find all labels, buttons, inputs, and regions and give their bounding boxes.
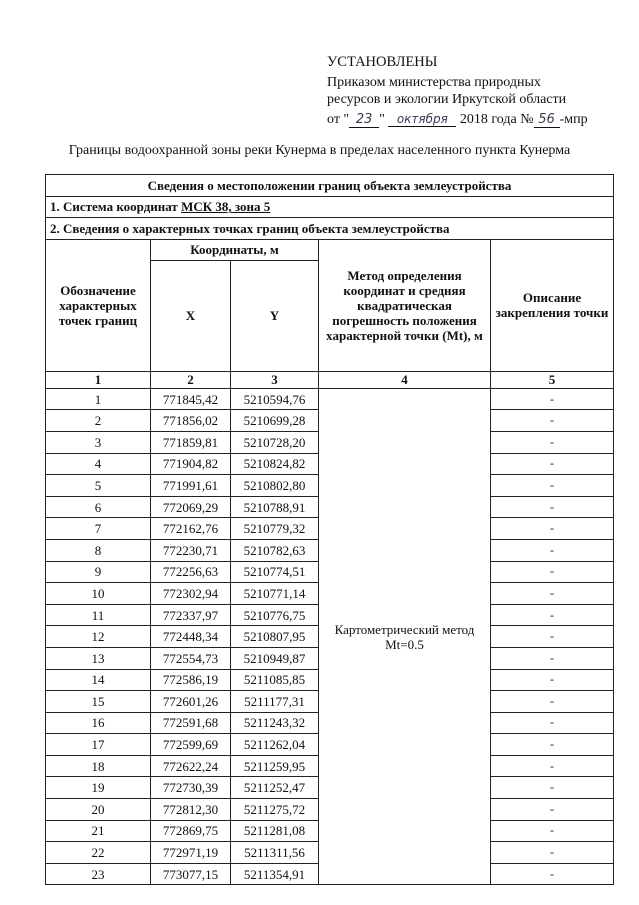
coordinate-y: 5210728,20 xyxy=(231,431,319,453)
fixing-description: - xyxy=(491,734,614,756)
point-number: 7 xyxy=(46,518,151,540)
coord-system xyxy=(46,196,614,218)
point-number: 18 xyxy=(46,755,151,777)
approval-line-2: ресурсов и экологии Иркутской области xyxy=(327,92,567,107)
section-title-row xyxy=(46,175,614,197)
method-description: Картометрический метод Mt=0.5 xyxy=(319,388,491,885)
coordinate-x: 772302,94 xyxy=(151,583,231,605)
point-number: 20 xyxy=(46,799,151,821)
coord-system-label: 1. Система координат xyxy=(50,199,178,215)
fixing-description: - xyxy=(491,604,614,626)
coordinate-y: 5211259,95 xyxy=(231,755,319,777)
coordinate-x: 772069,29 xyxy=(151,496,231,518)
coordinate-x: 772730,39 xyxy=(151,777,231,799)
point-number: 6 xyxy=(46,496,151,518)
fixing-description: - xyxy=(491,431,614,453)
point-number: 1 xyxy=(46,388,151,410)
point-number: 4 xyxy=(46,453,151,475)
coordinate-y: 5210594,76 xyxy=(231,388,319,410)
point-number: 9 xyxy=(46,561,151,583)
fixing-description: - xyxy=(491,475,614,497)
fixing-description: - xyxy=(491,453,614,475)
coordinate-y: 5210776,75 xyxy=(231,604,319,626)
header-fixing: Описание закрепления точки xyxy=(491,239,614,371)
column-number: 4 xyxy=(319,371,491,388)
point-number: 16 xyxy=(46,712,151,734)
point-number: 19 xyxy=(46,777,151,799)
coordinate-x: 771856,02 xyxy=(151,410,231,432)
header-x: X xyxy=(151,260,231,371)
point-number: 21 xyxy=(46,820,151,842)
coordinate-y: 5210802,80 xyxy=(231,475,319,497)
points-section-row xyxy=(46,218,614,240)
coordinate-x: 772599,69 xyxy=(151,734,231,756)
point-number: 14 xyxy=(46,669,151,691)
coord-system-value: МСК 38, зона 5 xyxy=(181,199,271,215)
point-number: 13 xyxy=(46,647,151,669)
coordinate-y: 5211354,91 xyxy=(231,863,319,885)
handwritten-month: октября xyxy=(388,112,456,127)
point-number: 2 xyxy=(46,410,151,432)
coordinate-x: 772230,71 xyxy=(151,539,231,561)
fixing-description: - xyxy=(491,755,614,777)
coordinate-y: 5211252,47 xyxy=(231,777,319,799)
coordinate-x: 772601,26 xyxy=(151,691,231,713)
fixing-description: - xyxy=(491,496,614,518)
point-number: 23 xyxy=(46,863,151,885)
point-number: 8 xyxy=(46,539,151,561)
fixing-description: - xyxy=(491,626,614,648)
point-number: 15 xyxy=(46,691,151,713)
coordinate-x: 772869,75 xyxy=(151,820,231,842)
header-y: Y xyxy=(231,260,319,371)
fixing-description: - xyxy=(491,388,614,410)
point-number: 11 xyxy=(46,604,151,626)
coordinate-x: 772812,30 xyxy=(151,799,231,821)
column-number: 1 xyxy=(46,371,151,388)
point-number: 3 xyxy=(46,431,151,453)
coordinate-y: 5211311,56 xyxy=(231,842,319,864)
fixing-description: - xyxy=(491,691,614,713)
point-number: 17 xyxy=(46,734,151,756)
column-number: 2 xyxy=(151,371,231,388)
approval-line-1: Приказом министерства природных xyxy=(327,75,541,90)
table-row xyxy=(46,388,614,410)
coordinate-x: 772162,76 xyxy=(151,518,231,540)
coordinate-x: 772591,68 xyxy=(151,712,231,734)
fixing-description: - xyxy=(491,669,614,691)
fixing-description: - xyxy=(491,712,614,734)
approval-date-line xyxy=(327,111,588,128)
coordinate-y: 5210788,91 xyxy=(231,496,319,518)
column-number: 3 xyxy=(231,371,319,388)
coordinate-y: 5210699,28 xyxy=(231,410,319,432)
header-row-1 xyxy=(46,239,614,260)
order-suffix: -мпр xyxy=(559,112,588,127)
fixing-description: - xyxy=(491,799,614,821)
document-title: Границы водоохранной зоны реки Кунерма в пределах населенного пункта Кунерма xyxy=(68,143,571,158)
coordinate-x: 772554,73 xyxy=(151,647,231,669)
coordinate-x: 772256,63 xyxy=(151,561,231,583)
coordinate-y: 5210779,32 xyxy=(231,518,319,540)
coordinate-x: 773077,15 xyxy=(151,863,231,885)
fixing-description: - xyxy=(491,820,614,842)
fixing-description: - xyxy=(491,777,614,799)
section-title: Сведения о местоположении границ объекта землеустройства xyxy=(46,175,614,197)
handwritten-order-number: 56 xyxy=(534,113,560,128)
date-prefix: от " xyxy=(327,112,350,127)
approval-title: УСТАНОВЛЕНЫ xyxy=(327,54,438,70)
coord-system-row xyxy=(46,196,614,218)
coordinate-y: 5210771,14 xyxy=(231,583,319,605)
coordinate-x: 771991,61 xyxy=(151,475,231,497)
header-coordinates: Координаты, м xyxy=(151,239,319,260)
coordinate-y: 5210782,63 xyxy=(231,539,319,561)
fixing-description: - xyxy=(491,583,614,605)
coordinate-y: 5210949,87 xyxy=(231,647,319,669)
header-point-designation: Обозначение характерных точек границ xyxy=(46,239,151,371)
coordinate-y: 5210824,82 xyxy=(231,453,319,475)
coordinate-y: 5210807,95 xyxy=(231,626,319,648)
date-quote: " xyxy=(379,112,385,127)
fixing-description: - xyxy=(491,518,614,540)
coordinate-y: 5211281,08 xyxy=(231,820,319,842)
point-number: 10 xyxy=(46,583,151,605)
header-method: Метод определения координат и средняя квадратическая погрешность положения характерной точки (Mt), м xyxy=(319,239,491,371)
point-number: 12 xyxy=(46,626,151,648)
points-section-title: 2. Сведения о характерных точках границ объекта землеустройства xyxy=(46,218,614,240)
coordinate-y: 5211262,04 xyxy=(231,734,319,756)
coordinate-y: 5211085,85 xyxy=(231,669,319,691)
coordinate-x: 772586,19 xyxy=(151,669,231,691)
point-number: 5 xyxy=(46,475,151,497)
boundary-points-table xyxy=(45,174,614,885)
fixing-description: - xyxy=(491,647,614,669)
fixing-description: - xyxy=(491,539,614,561)
fixing-description: - xyxy=(491,842,614,864)
fixing-description: - xyxy=(491,863,614,885)
point-number: 22 xyxy=(46,842,151,864)
coordinate-x: 771845,42 xyxy=(151,388,231,410)
coordinate-x: 771904,82 xyxy=(151,453,231,475)
coordinate-y: 5211275,72 xyxy=(231,799,319,821)
coordinate-x: 772622,24 xyxy=(151,755,231,777)
coordinate-x: 772971,19 xyxy=(151,842,231,864)
coordinate-y: 5211177,31 xyxy=(231,691,319,713)
handwritten-day: 23 xyxy=(349,113,379,128)
fixing-description: - xyxy=(491,561,614,583)
approval-block xyxy=(327,54,588,128)
coordinate-x: 772337,97 xyxy=(151,604,231,626)
coordinate-y: 5210774,51 xyxy=(231,561,319,583)
date-year: 2018 года № xyxy=(459,112,534,127)
column-number-row xyxy=(46,371,614,388)
coordinate-x: 771859,81 xyxy=(151,431,231,453)
coordinate-x: 772448,34 xyxy=(151,626,231,648)
fixing-description: - xyxy=(491,410,614,432)
column-number: 5 xyxy=(491,371,614,388)
coordinate-y: 5211243,32 xyxy=(231,712,319,734)
